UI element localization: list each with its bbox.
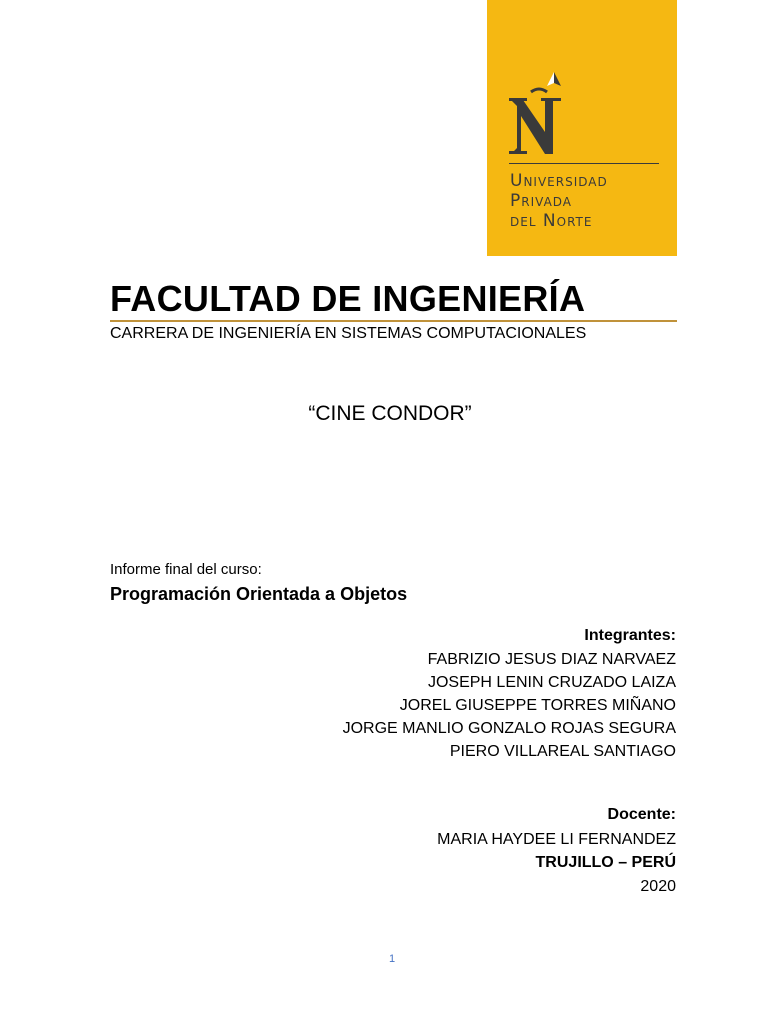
member-name: FABRIZIO JESUS DIAZ NARVAEZ	[427, 651, 676, 668]
faculty-title: FACULTAD DE INGENIERÍA	[110, 278, 586, 319]
n-logo-icon	[507, 70, 567, 158]
project-title: “CINE CONDOR”	[308, 402, 472, 425]
member-name: JOSEPH LENIN CRUZADO LAIZA	[427, 674, 676, 691]
report-label: Informe final del curso:	[110, 561, 262, 578]
logo-wordmark	[510, 171, 670, 231]
university-logo	[487, 0, 677, 256]
title-underline	[110, 320, 677, 322]
logo-divider	[509, 163, 659, 164]
year: 2020	[640, 878, 676, 895]
career-subtitle: CARRERA DE INGENIERÍA EN SISTEMAS COMPUTACIONALES	[110, 325, 587, 342]
member-name: PIERO VILLAREAL SANTIAGO	[449, 743, 676, 760]
place: TRUJILLO – PERÚ	[535, 854, 676, 871]
logo-line-2: Privada	[510, 191, 573, 211]
teacher-name: MARIA HAYDEE LI FERNANDEZ	[437, 831, 676, 848]
member-name: JORGE MANLIO GONZALO ROJAS SEGURA	[342, 720, 676, 737]
page-number: 1	[389, 953, 396, 965]
teacher-heading: Docente:	[607, 806, 676, 823]
logo-line-3: del Norte	[510, 211, 593, 231]
member-name: JOREL GIUSEPPE TORRES MIÑANO	[399, 697, 676, 714]
members-heading: Integrantes:	[584, 627, 676, 644]
logo-line-1: Universidad	[510, 171, 608, 191]
course-name: Programación Orientada a Objetos	[110, 584, 408, 604]
